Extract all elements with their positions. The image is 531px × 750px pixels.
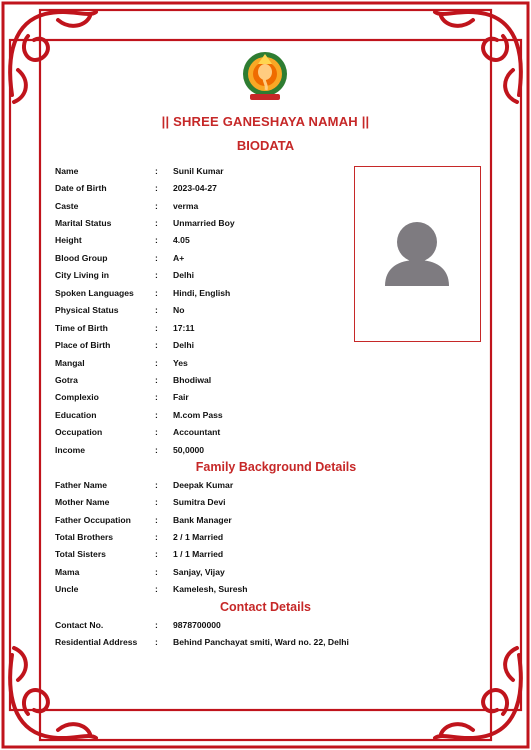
detail-row-mother-name: [55, 493, 375, 510]
row-separator: :: [155, 444, 158, 455]
row-label: Name: [55, 165, 79, 176]
row-separator: :: [155, 427, 158, 438]
row-label: City Living in: [55, 270, 109, 281]
row-value: Fair: [173, 392, 189, 403]
row-value: Kamelesh, Suresh: [173, 584, 248, 595]
row-separator: :: [155, 322, 158, 333]
detail-row-mama: [55, 563, 375, 580]
row-separator: :: [155, 252, 158, 263]
detail-row-height: [55, 232, 375, 249]
row-separator: :: [155, 165, 158, 176]
detail-row-total-sisters: [55, 546, 375, 563]
row-separator: :: [155, 287, 158, 298]
detail-row-physical-status: [55, 302, 375, 319]
detail-row-education: [55, 406, 375, 423]
row-label: Spoken Languages: [55, 287, 134, 298]
row-separator: :: [155, 409, 158, 420]
row-separator: :: [155, 340, 158, 351]
row-separator: :: [155, 305, 158, 316]
row-separator: :: [155, 270, 158, 281]
detail-row-father-name: [55, 476, 375, 493]
row-label: Contact No.: [55, 619, 104, 630]
detail-row-blood-group: [55, 249, 375, 266]
row-label: Residential Address: [55, 637, 138, 648]
detail-row-time-of-birth: [55, 319, 375, 336]
row-separator: :: [155, 532, 158, 543]
family-section-heading: Family Background Details: [195, 460, 357, 474]
row-label: Income: [55, 444, 86, 455]
row-separator: :: [155, 392, 158, 403]
row-separator: :: [155, 514, 158, 525]
row-label: Complexio: [55, 392, 99, 403]
row-separator: :: [155, 549, 158, 560]
ganesha-icon: [240, 50, 290, 102]
detail-row-marital-status: [55, 214, 375, 231]
row-value: 4.05: [173, 235, 190, 246]
row-label: Date of Birth: [55, 183, 107, 194]
row-label: Total Brothers: [55, 532, 114, 543]
row-separator: :: [155, 637, 158, 648]
row-separator: :: [155, 374, 158, 385]
detail-row-occupation: [55, 424, 375, 441]
row-value: Bank Manager: [173, 514, 232, 525]
row-label: Marital Status: [55, 218, 112, 229]
row-value: 9878700000: [173, 619, 221, 630]
row-label: Height: [55, 235, 82, 246]
detail-row-father-occupation: [55, 511, 375, 528]
contact-details: [55, 616, 415, 651]
detail-row-residential-address: [55, 633, 415, 650]
row-label: Total Sisters: [55, 549, 106, 560]
corner-ornament-top-right: [435, 12, 521, 102]
profile-photo-frame[interactable]: [354, 166, 481, 342]
row-value: Bhodiwal: [173, 374, 212, 385]
row-value: A+: [173, 252, 185, 263]
personal-details: [55, 162, 375, 458]
row-value: Behind Panchayat smiti, Ward no. 22, Delhi: [173, 637, 349, 648]
detail-row-caste: [55, 197, 375, 214]
row-label: Mama: [55, 566, 80, 577]
row-value: Unmarried Boy: [173, 218, 235, 229]
detail-row-mangal: [55, 354, 375, 371]
detail-row-complexion: [55, 389, 375, 406]
row-value: verma: [173, 200, 199, 211]
row-value: Hindi, English: [173, 287, 231, 298]
row-value: M.com Pass: [173, 409, 223, 420]
row-separator: :: [155, 479, 158, 490]
row-label: Blood Group: [55, 252, 108, 263]
row-label: Father Name: [55, 479, 108, 490]
row-label: Mother Name: [55, 497, 110, 508]
row-label: Father Occupation: [55, 514, 131, 525]
row-value: Delhi: [173, 270, 195, 281]
row-value: No: [173, 305, 185, 316]
row-separator: :: [155, 497, 158, 508]
detail-row-gotra: [55, 371, 375, 388]
row-value: 50,0000: [173, 444, 205, 455]
row-separator: :: [155, 619, 158, 630]
row-separator: :: [155, 200, 158, 211]
row-separator: :: [155, 584, 158, 595]
detail-row-place-of-birth: [55, 336, 375, 353]
detail-row-total-brothers: [55, 528, 375, 545]
row-separator: :: [155, 235, 158, 246]
row-label: Physical Status: [55, 305, 119, 316]
row-label: Gotra: [55, 374, 78, 385]
row-value: 2 / 1 Married: [173, 532, 224, 543]
row-value: Accountant: [173, 427, 221, 438]
row-value: Sumitra Devi: [173, 497, 226, 508]
contact-section-heading: Contact Details: [220, 600, 311, 614]
detail-row-dob: [55, 179, 375, 196]
row-value: 17:11: [173, 322, 195, 333]
row-separator: :: [155, 183, 158, 194]
detail-row-languages: [55, 284, 375, 301]
row-value: Deepak Kumar: [173, 479, 234, 490]
corner-ornament-bottom-right: [435, 648, 521, 738]
row-label: Occupation: [55, 427, 103, 438]
row-label: Education: [55, 409, 97, 420]
row-value: Yes: [173, 357, 188, 368]
corner-ornament-top-left: [10, 12, 96, 102]
row-label: Time of Birth: [55, 322, 108, 333]
row-separator: :: [155, 566, 158, 577]
user-avatar-icon: [355, 167, 479, 339]
header-mantra: || SHREE GANESHAYA NAMAH ||: [161, 114, 370, 129]
family-details: [55, 476, 375, 598]
row-value: Delhi: [173, 340, 195, 351]
row-separator: :: [155, 357, 158, 368]
detail-row-uncle: [55, 581, 375, 598]
row-separator: :: [155, 218, 158, 229]
page-title: BIODATA: [236, 138, 295, 153]
row-value: Sanjay, Vijay: [173, 566, 225, 577]
detail-row-income: [55, 441, 375, 458]
row-value: 2023-04-27: [173, 183, 217, 194]
detail-row-city: [55, 267, 375, 284]
row-value: Sunil Kumar: [173, 165, 224, 176]
row-value: 1 / 1 Married: [173, 549, 224, 560]
corner-ornament-bottom-left: [10, 648, 96, 738]
row-label: Uncle: [55, 584, 79, 595]
row-label: Caste: [55, 200, 79, 211]
row-label: Mangal: [55, 357, 85, 368]
detail-row-name: [55, 162, 375, 179]
row-label: Place of Birth: [55, 340, 111, 351]
detail-row-contact-no: [55, 616, 415, 633]
